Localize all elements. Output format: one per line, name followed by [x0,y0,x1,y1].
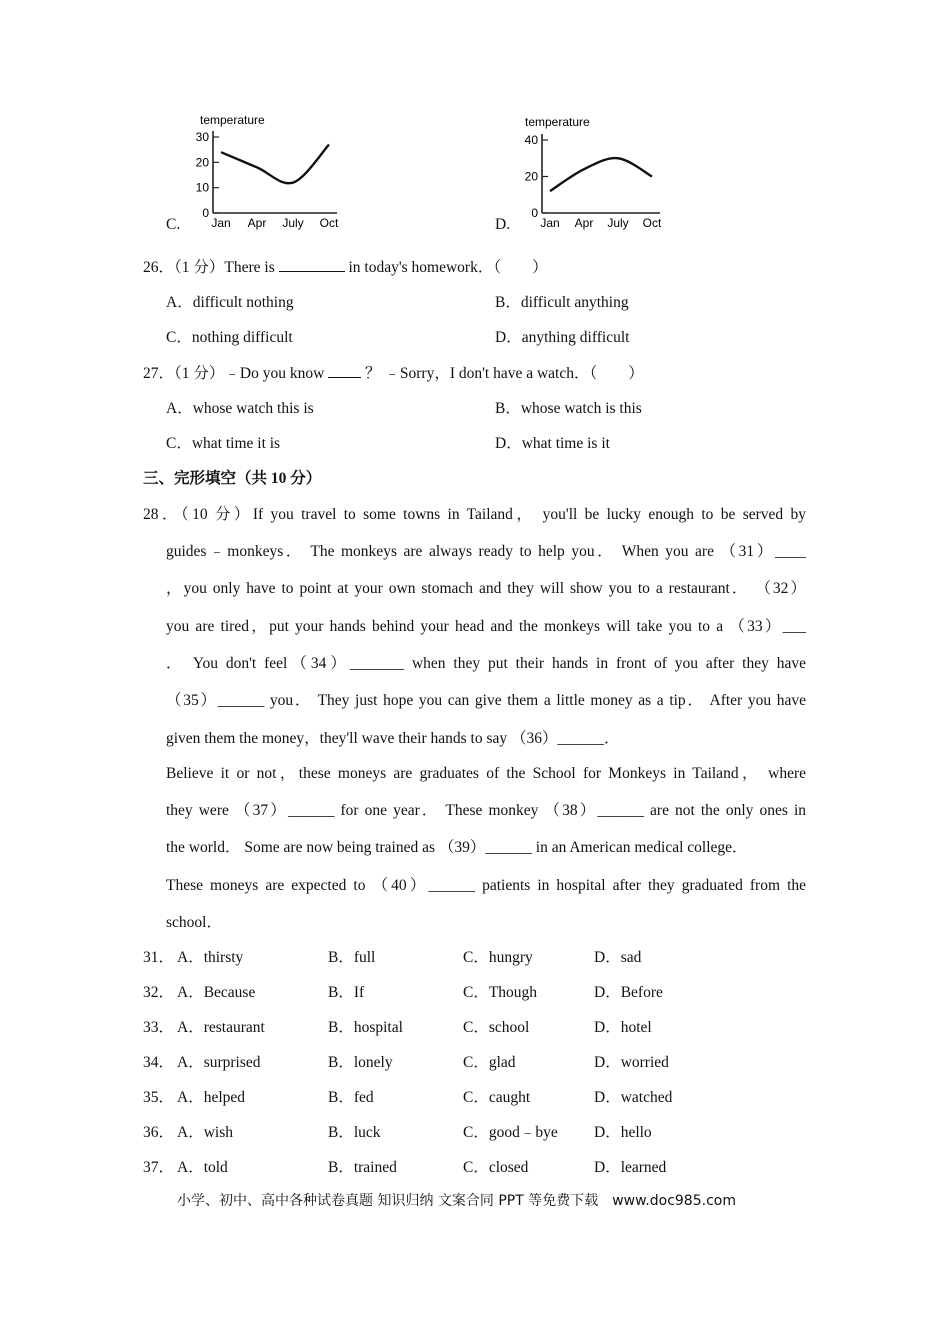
passage-line-11: These moneys are expected to （40）______ patients in hospital after they graduated from the [166,877,806,894]
answer-blank [279,257,345,272]
answer-option-b[interactable]: B．lonely [328,1054,393,1071]
passage-line-10: the world． Some are now being trained as （39）______ in an American medical college． [166,839,748,856]
answer-option-c[interactable]: C．hungry [463,949,533,966]
answer-row [143,1050,843,1072]
question-number: 37． [143,1159,175,1176]
temperature-series-line [550,158,652,191]
question-number: 32． [143,984,175,1001]
y-axis-label: temperature [200,113,265,127]
chart-option-d [512,112,682,235]
question-27-stem-start: 27．（1 分）﹣Do you know [143,365,325,382]
question-number: 33． [143,1019,175,1036]
passage-line-2: guides﹣monkeys． The monkeys are always ready to help you． When you are （31）____ [166,543,806,560]
answer-option-a[interactable]: A．wish [177,1124,233,1141]
passage-line-9: they were （37）______ for one year． These monkey （38）______ are not the only ones in [166,802,806,819]
answer-option-c[interactable]: C．closed [463,1159,529,1176]
passage-line-5: ． You don't feel（34）_______ when they put their hands in front of you after they have [166,655,806,672]
answer-option-c[interactable]: C．school [463,1019,530,1036]
answer-row [143,980,843,1002]
y-tick-label: 0 [531,206,538,220]
question-26 [143,255,548,277]
passage-line-3: ，you only have to point at your own stomach and they will show you to a restaurant． （32） [166,580,806,597]
x-tick-label: Apr [574,216,594,230]
x-tick-label: July [282,216,304,230]
question-26-stem-end: in today's homework．（ ） [348,259,548,276]
q27-option-d[interactable]: D．what time is it [495,435,610,452]
answer-option-c[interactable]: C．caught [463,1089,531,1106]
answer-option-b[interactable]: B．luck [328,1124,381,1141]
answer-option-d[interactable]: D．hotel [594,1019,652,1036]
option-c-label: C. [166,216,181,233]
answer-option-a[interactable]: A．Because [177,984,256,1001]
answer-option-d[interactable]: D．learned [594,1159,667,1176]
x-tick-label: Apr [247,216,267,230]
q26-option-d[interactable]: D．anything difficult [495,329,630,346]
answer-option-a[interactable]: A．told [177,1159,228,1176]
passage-line-1: 28．（10 分）If you travel to some towns in Tailand， you'll be lucky enough to be served by [143,506,806,523]
passage-line-4: you are tired，put your hands behind your head and the monkeys will take you to a （33）___ [166,618,806,635]
footer-text: 小学、初中、高中各种试卷真题 知识归纳 文案合同 PPT 等免费下载 www.doc985.com [177,1193,736,1209]
y-tick-label: 30 [195,130,209,144]
passage-line-8: Believe it or not，these moneys are graduates of the School for Monkeys in Tailand， where [166,765,806,782]
answer-option-a[interactable]: A．restaurant [177,1019,265,1036]
x-tick-label: July [607,216,629,230]
answer-option-b[interactable]: B．hospital [328,1019,403,1036]
q26-option-b[interactable]: B．difficult anything [495,294,629,311]
passage-line-6: （35）______ you． They just hope you can give them a little money as a tip． After you have [166,692,806,709]
q26-option-a[interactable]: A．difficult nothing [166,294,294,311]
y-tick-label: 40 [524,133,538,147]
passage-line-7: given them the money，they'll wave their hands to say （36）______． [166,730,620,747]
answer-option-d[interactable]: D．hello [594,1124,652,1141]
q27-option-c[interactable]: C．what time it is [166,435,281,452]
answer-row [143,1120,843,1142]
section-title: 三、完形填空（共 10 分） [143,470,322,487]
answer-option-a[interactable]: A．helped [177,1089,246,1106]
question-27 [143,361,644,383]
answer-option-d[interactable]: D．sad [594,949,642,966]
answer-row [143,1015,843,1037]
answer-option-c[interactable]: C．Though [463,984,538,1001]
question-number: 34． [143,1054,175,1071]
y-tick-label: 10 [195,180,209,195]
passage-line-12: school． [166,914,222,931]
answer-option-b[interactable]: B．fed [328,1089,374,1106]
answer-option-b[interactable]: B．full [328,949,376,966]
question-number: 36． [143,1124,175,1141]
answer-option-d[interactable]: D．watched [594,1089,673,1106]
y-tick-label: 0 [202,206,209,220]
y-axis-label: temperature [525,115,590,129]
answer-option-c[interactable]: C．glad [463,1054,516,1071]
question-27-stem-end: ？ ﹣Sorry，I don't have a watch．（ ） [365,365,644,382]
question-26-stem-start: 26．（1 分）There is [143,259,275,276]
chart-option-c [185,110,355,235]
answer-row [143,1085,843,1107]
answer-option-a[interactable]: A．surprised [177,1054,261,1071]
x-tick-label: Oct [319,216,339,230]
x-tick-label: Oct [642,216,662,230]
option-d-label: D. [495,216,511,233]
question-number: 31． [143,949,175,966]
y-tick-label: 20 [195,155,209,170]
answer-row [143,945,843,967]
answer-row [143,1155,843,1177]
answer-option-d[interactable]: D．worried [594,1054,669,1071]
y-tick-label: 20 [524,169,538,184]
question-number: 35． [143,1089,175,1106]
answer-option-a[interactable]: A．thirsty [177,949,244,966]
x-tick-label: Jan [211,216,231,230]
q26-option-c[interactable]: C．nothing difficult [166,329,293,346]
answer-option-b[interactable]: B．If [328,984,365,1001]
x-tick-label: Jan [540,216,560,230]
q27-option-b[interactable]: B．whose watch is this [495,400,642,417]
q27-option-a[interactable]: A．whose watch this is [166,400,314,417]
answer-option-b[interactable]: B．trained [328,1159,397,1176]
answer-option-c[interactable]: C．good﹣bye [463,1124,558,1141]
temperature-series-line [221,145,329,184]
answer-blank [328,363,361,378]
answer-option-d[interactable]: D．Before [594,984,663,1001]
